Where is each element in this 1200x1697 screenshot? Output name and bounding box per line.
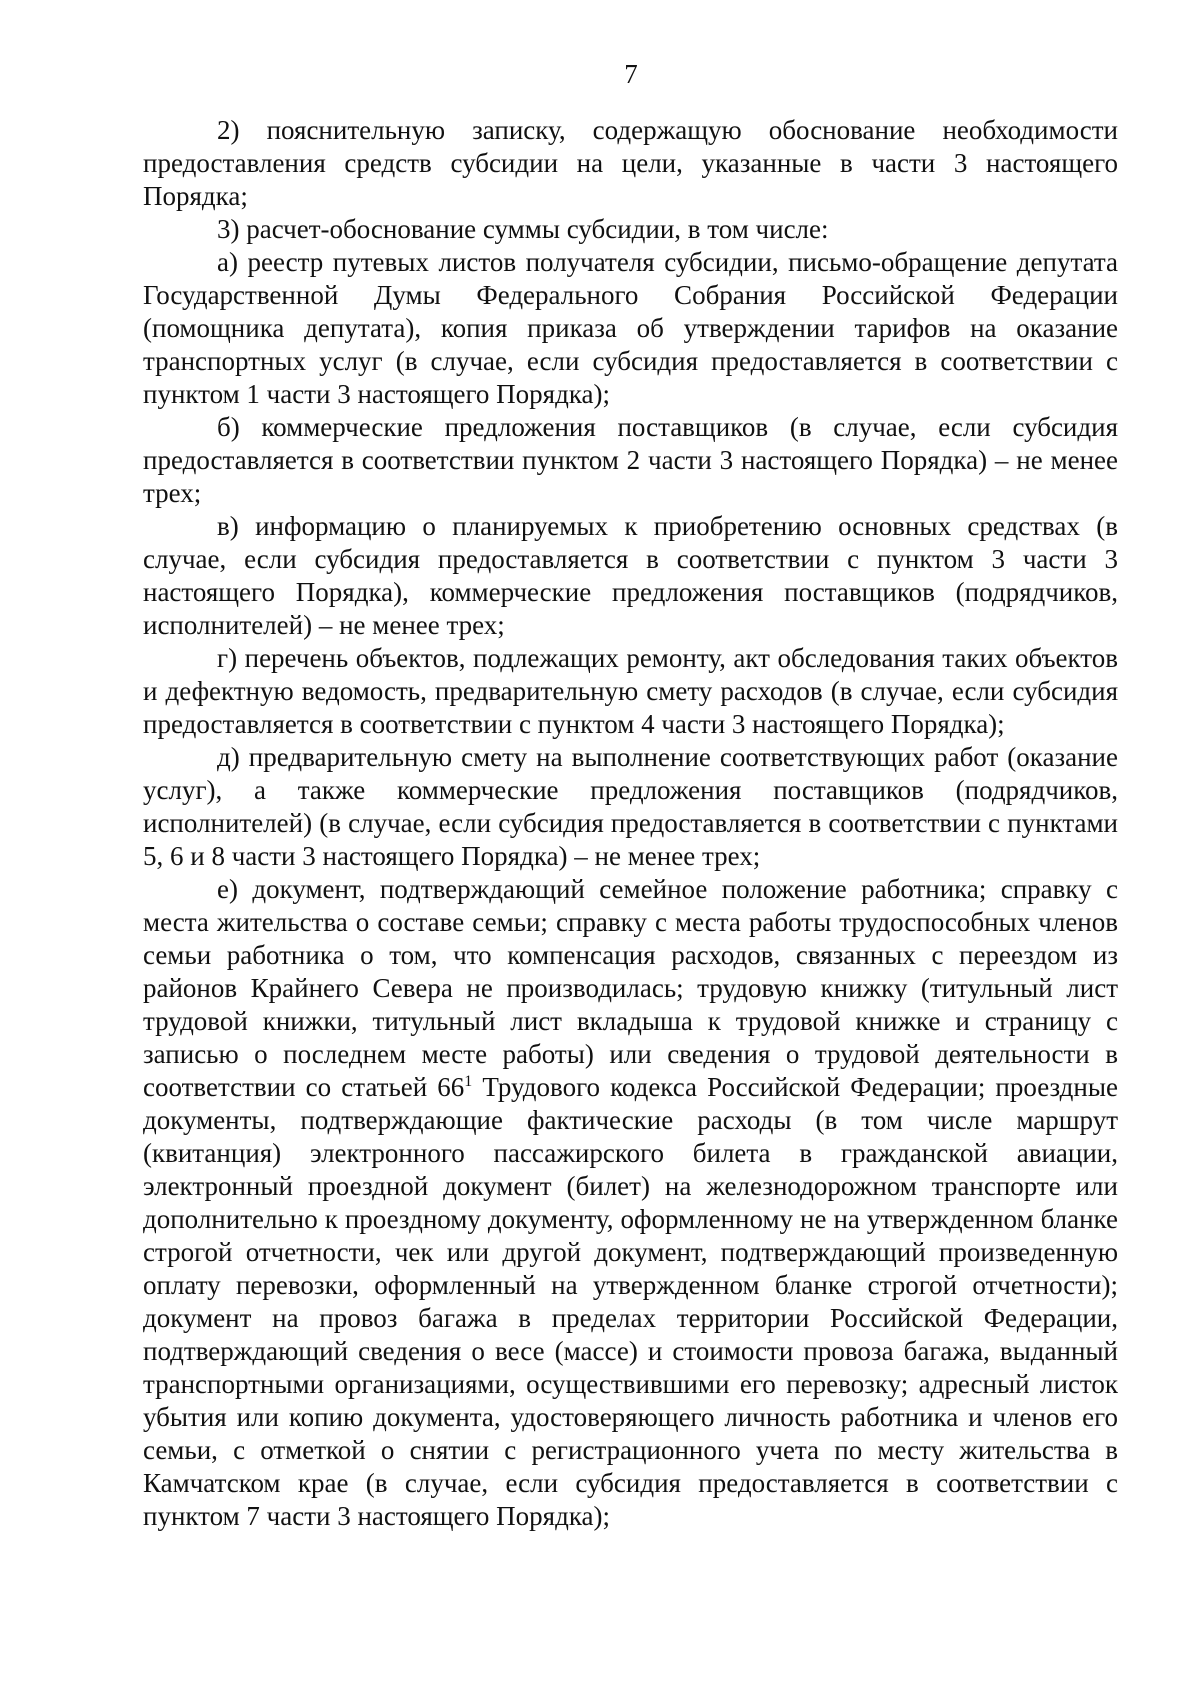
page-number: 7 xyxy=(624,59,638,89)
paragraph-subitem-v: в) информацию о планируемых к приобретению основных средствах (в случае, если субсидия предоставляется в соответствии с пунктом 3 части 3 настоящего Порядка), коммерческие предложения поставщиков (подрядчиков, исполнителей) – не менее трех; xyxy=(143,511,1118,640)
article-superscript: 1 xyxy=(464,1073,473,1090)
paragraph-subitem-g: г) перечень объектов, подлежащих ремонту, акт обследования таких объектов и дефектную ведомость, предварительную смету расходов (в случае, если субсидия предоставляется в соответствии с пунктом 4 части 3 настоящего Порядка); xyxy=(143,643,1118,739)
paragraph-subitem-e-text-after: Трудового кодекса Российской Федерации; проездные документы, подтверждающие фактические расходы (в том числе маршрут (квитанция) электронного пассажирского билета в гражданской авиации, электронный проездной документ (билет) на железнодорожном транспорте или дополнительно к проездному документу, оформленному не на утвержденном бланке строгой отчетности, чек или другой документ, подтверждающий произведенную оплату перевозки, оформленный на утвержденном бланке строгой отчетности); документ на провоз багажа в пределах территории Российской Федерации, подтверждающий сведения о весе (массе) и стоимости провоза багажа, выданный транспортными организациями, осуществившими его перевозку; адресный листок убытия или копию документа, удостоверяющего личность работника и членов его семьи, с отметкой о снятии с регистрационного учета по месту жительства в Камчатском крае (в случае, если субсидия предоставляется в соответствии с пунктом 7 части 3 настоящего Порядка); xyxy=(143,1072,1118,1531)
document-body xyxy=(143,114,1118,1533)
paragraph-subitem-b: б) коммерческие предложения поставщиков (в случае, если субсидия предоставляется в соответствии пунктом 2 части 3 настоящего Порядка) – не менее трех; xyxy=(143,412,1118,508)
paragraph-item-3: 3) расчет-обоснование суммы субсидии, в том числе: xyxy=(217,214,829,244)
paragraph-item-2: 2) пояснительную записку, содержащую обоснование необходимости предоставления средств субсидии на цели, указанные в части 3 настоящего Порядка; xyxy=(143,115,1118,211)
paragraph-subitem-d: д) предварительную смету на выполнение соответствующих работ (оказание услуг), а также коммерческие предложения поставщиков (подрядчиков, исполнителей) (в случае, если субсидия предоставляется в соответствии с пунктами 5, 6 и 8 части 3 настоящего Порядка) – не менее трех; xyxy=(143,742,1118,871)
paragraph-subitem-e xyxy=(143,873,1118,1533)
paragraph-subitem-a: а) реестр путевых листов получателя субсидии, письмо-обращение депутата Государственной Думы Федерального Собрания Российской Федерации (помощника депутата), копия приказа об утверждении тарифов на оказание транспортных услуг (в случае, если субсидия предоставляется в соответствии с пунктом 1 части 3 настоящего Порядка); xyxy=(143,247,1118,409)
paragraph-subitem-e-text-before: е) документ, подтверждающий семейное положение работника; справку с места жительства о составе семьи; справку с места работы трудоспособных членов семьи работника о том, что компенсация расходов, связанных с переездом из районов Крайнего Севера не производилась; трудовую книжку (титульный лист трудовой книжки, титульный лист вкладыша к трудовой книжке и страницу с записью о последнем месте работы) или сведения о трудовой деятельности в соответствии со статьей 66 xyxy=(143,874,1118,1102)
